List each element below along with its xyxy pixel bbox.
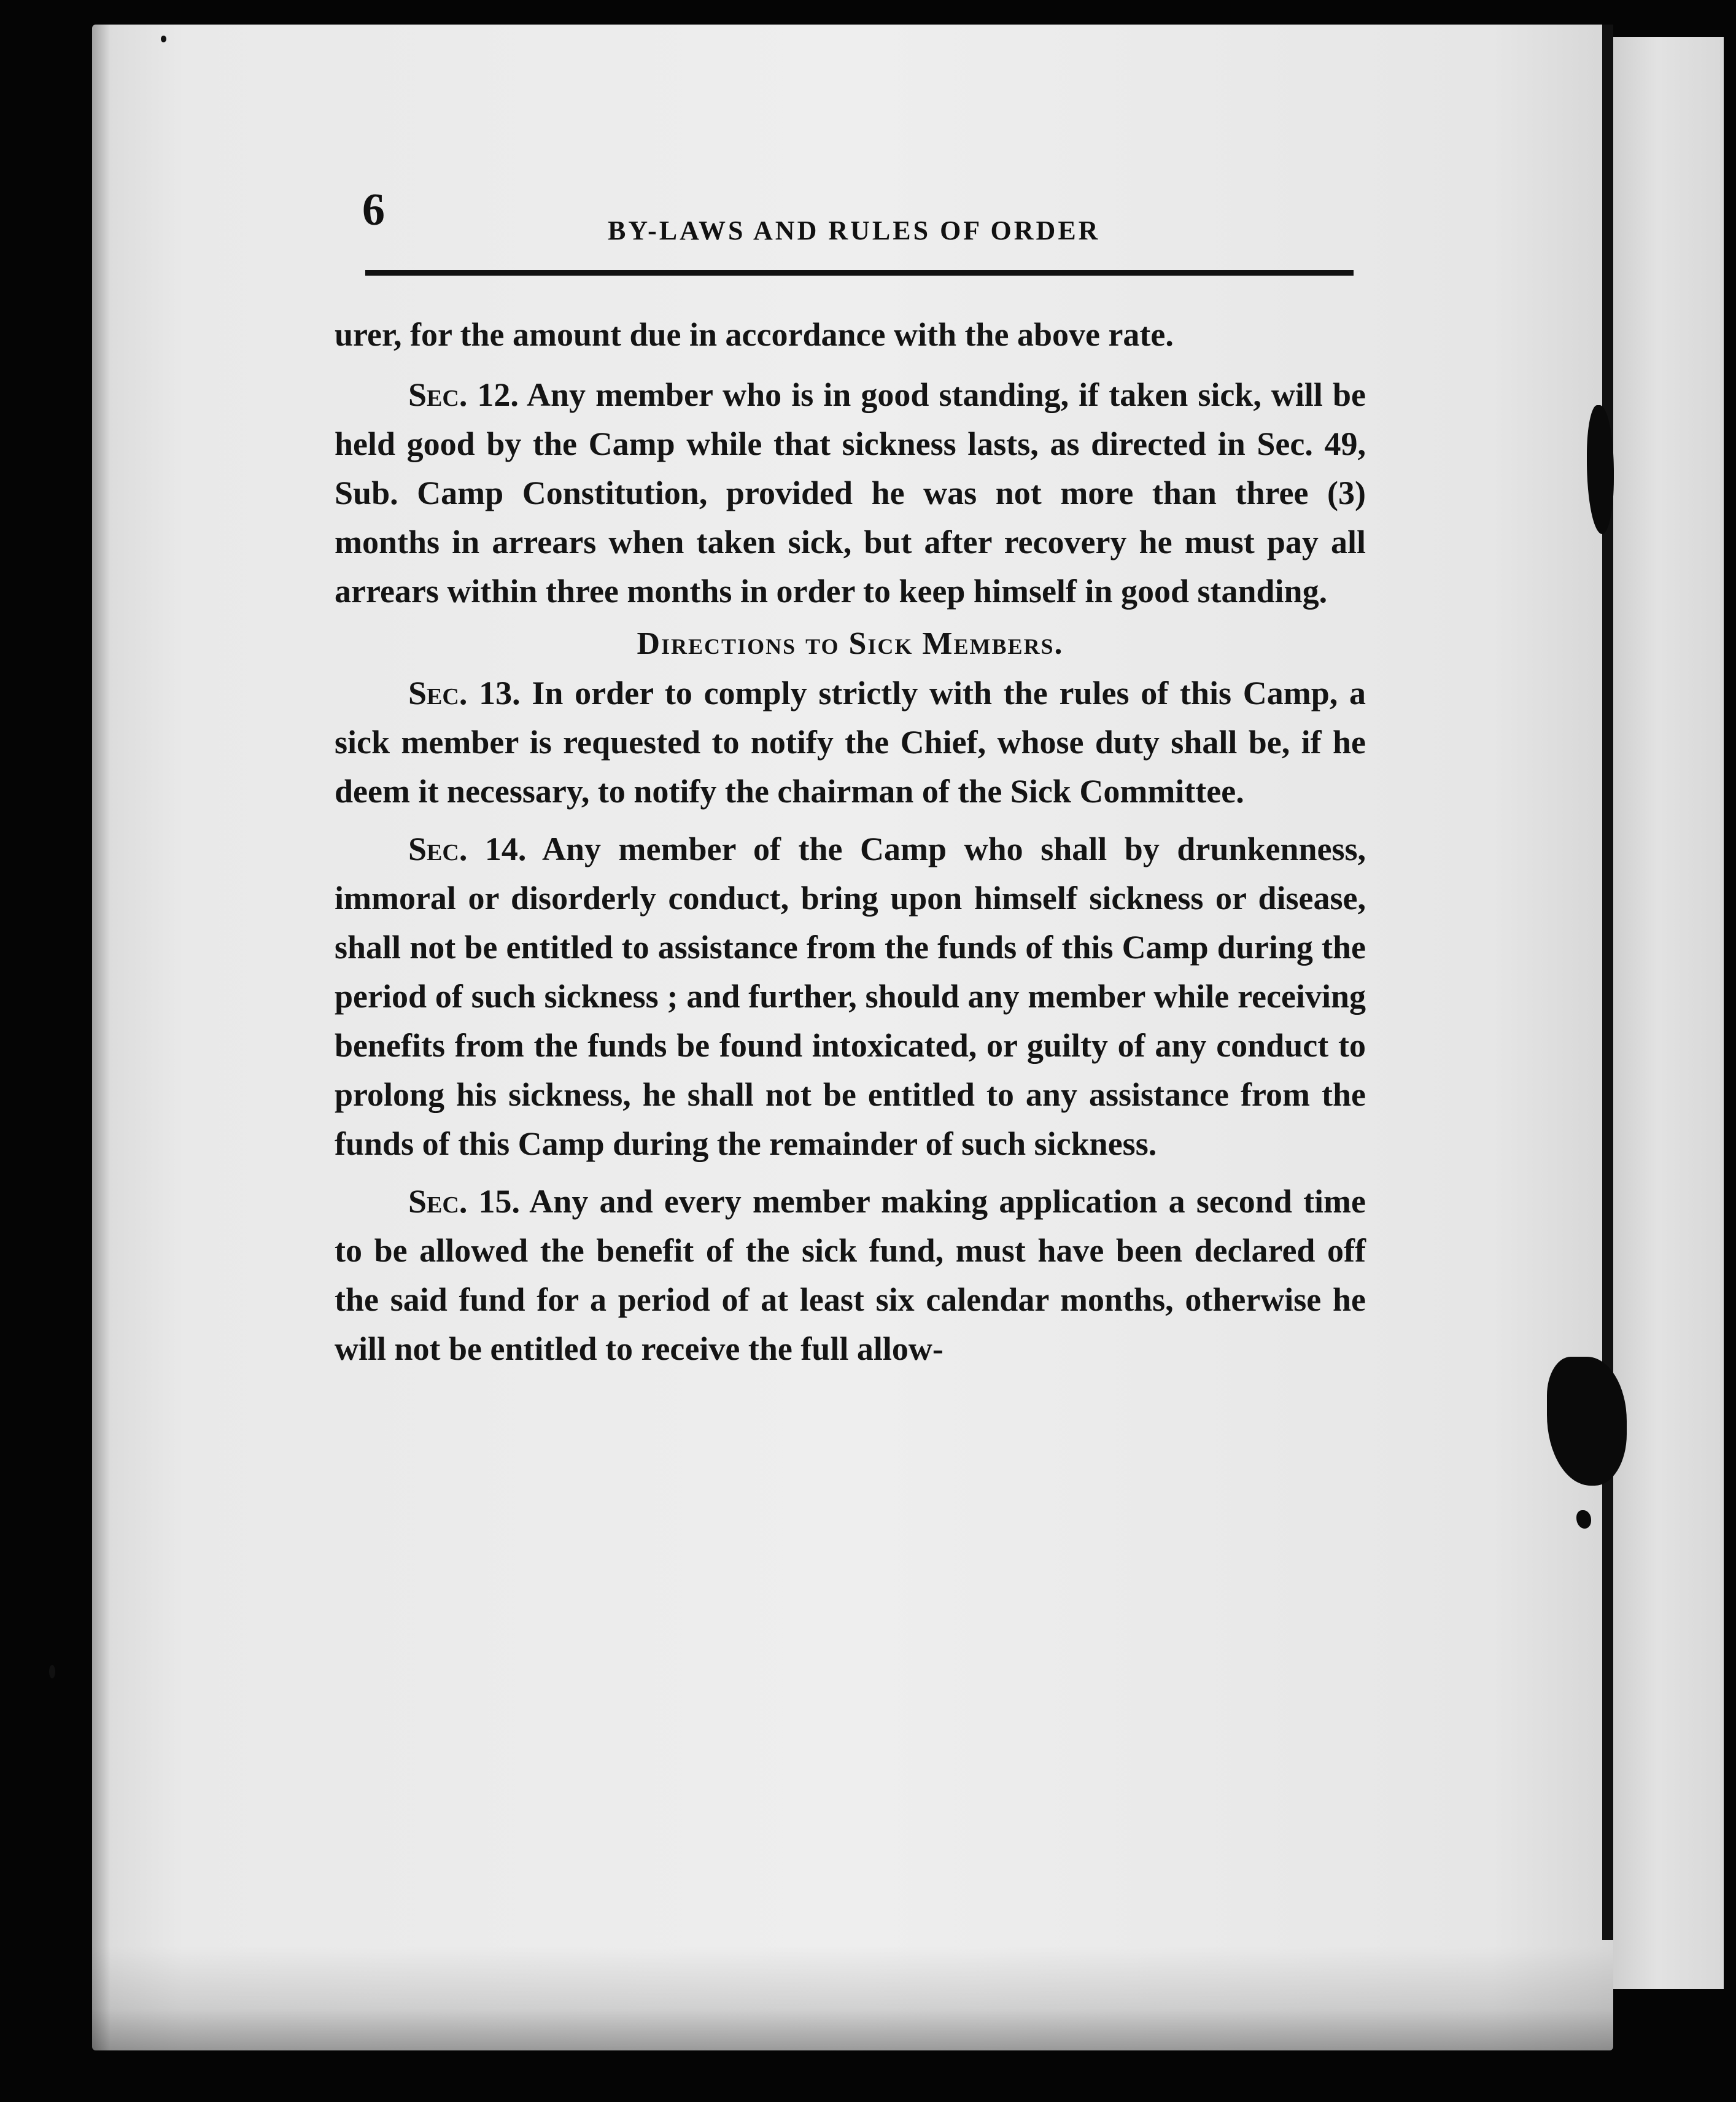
binding-gutter	[1602, 25, 1613, 1940]
section-text: In order to comply strictly with the rules of this Camp, a sick member is requested to notify the Chief, whose duty shall be, if he deem it necessary, to notify the chairman of the Sick Committee.	[335, 675, 1366, 810]
header-rule	[365, 270, 1354, 276]
section-text: Any member who is in good standing, if taken sick, will be held good by the Camp while that sickness lasts, as directed in Sec. 49, Sub. Camp Constitution, provided he was not more than three (3) months in arrears when taken sick, but after recovery he must pay all arrears within three months in order to keep himself in good standing.	[335, 376, 1366, 610]
subheading: Directions to Sick Members.	[637, 626, 1064, 661]
section-label: Sec. 13.	[408, 675, 521, 712]
section-label: Sec. 14.	[408, 831, 527, 867]
scan-speck	[161, 36, 166, 42]
facing-page-edge	[1613, 37, 1724, 1989]
section-text: Any member of the Camp who shall by drunkenness, immoral or disorderly conduct, bring upon himself sickness or disease, shall not be entitled to assistance from the funds of this Camp during the period of such sickness ; and further, should any member while receiving benefits from the funds be found intoxicated, or guilty of any conduct to prolong his sickness, he shall not be entitled to any assistance from the funds of this Camp during the remainder of such sickness.	[335, 831, 1366, 1162]
running-head: BY-LAWS AND RULES OF ORDER	[608, 215, 1101, 246]
ink-blot	[1576, 1510, 1591, 1529]
continued-paragraph: urer, for the amount due in accordance with the above rate.	[335, 316, 1174, 353]
section-label: Sec. 15.	[408, 1183, 521, 1220]
scan-speck	[49, 1665, 55, 1678]
page-number: 6	[362, 185, 385, 235]
section-15	[335, 1177, 1366, 1373]
page-header	[362, 184, 1344, 264]
section-label: Sec. 12.	[408, 376, 519, 413]
page-bottom-shadow	[92, 1946, 1613, 2050]
section-14	[335, 824, 1366, 1168]
page-body	[335, 310, 1366, 1373]
section-13	[335, 669, 1366, 816]
section-text: Any and every member making application a second time to be allowed the benefit of the sick fund, must have been declared off the said fund for a period of at least six calendar months, otherwise he will not be entitled to receive the full allow-	[335, 1183, 1366, 1367]
page-edge-shadow	[92, 25, 110, 2050]
section-12	[335, 370, 1366, 616]
